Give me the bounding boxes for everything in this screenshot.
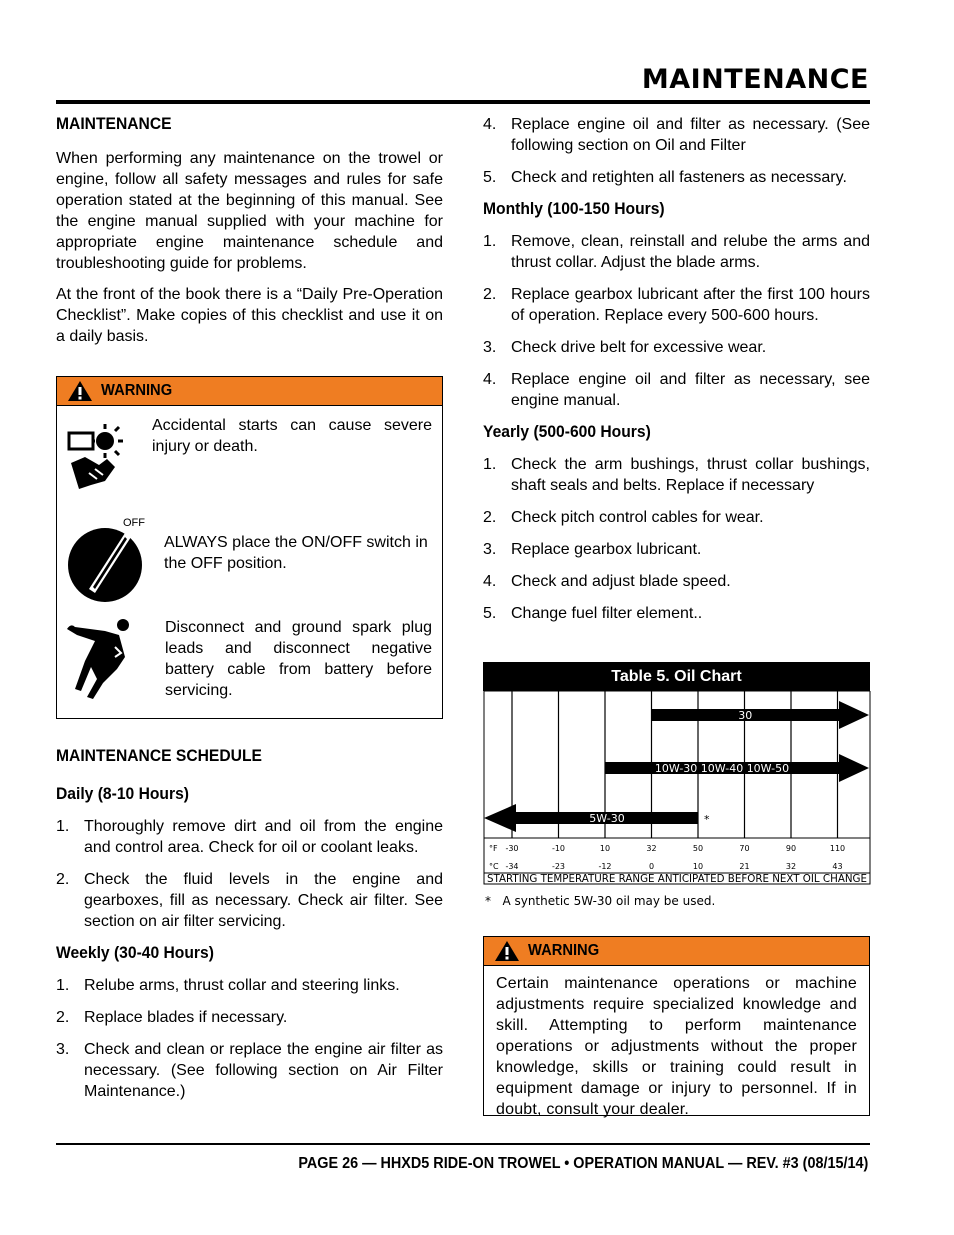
- warning-header: [57, 377, 442, 406]
- tick-label-f: 32: [646, 844, 657, 853]
- warning-label: WARNING: [528, 942, 600, 959]
- list-item: [56, 869, 443, 932]
- daily-heading: Daily (8-10 Hours): [56, 784, 189, 803]
- list-item-text: Check drive belt for excessive wear.: [511, 339, 767, 356]
- list-item-number: 2.: [483, 286, 497, 303]
- tick-label-c: 10: [692, 862, 704, 871]
- list-item: [483, 571, 870, 592]
- monthly-heading: Monthly (100-150 Hours): [483, 199, 665, 218]
- warning-header-2: [484, 937, 869, 966]
- right-column: [483, 114, 870, 635]
- oil-chart-footnote: * A synthetic 5W-30 oil may be used.: [485, 894, 716, 908]
- off-label: OFF: [123, 517, 145, 529]
- section-heading: MAINTENANCE: [56, 114, 172, 133]
- list-item-number: 2.: [483, 509, 497, 526]
- list-item: [483, 603, 870, 624]
- tick-label-c: 21: [739, 862, 750, 871]
- checklist-paragraph: At the front of the book there is a “Daily Pre-Operation Checklist”. Make copies of this checklist and use it on a daily basis.: [56, 286, 443, 345]
- oil-chart: [483, 691, 871, 887]
- warning-triangle-icon: [67, 380, 93, 402]
- tick-label-f: 10: [599, 844, 611, 853]
- list-item: [483, 454, 870, 496]
- x-axis-caption: STARTING TEMPERATURE RANGE ANTICIPATED BEFORE NEXT OIL CHANGE: [487, 873, 867, 885]
- list-item-text: Change fuel filter element..: [511, 605, 703, 622]
- tick-label-f: -10: [551, 844, 566, 853]
- list-item: [483, 231, 870, 273]
- tick-label-c: -34: [505, 862, 519, 871]
- tick-label-f: 50: [692, 844, 704, 853]
- list-item-text: Replace gearbox lubricant after the first 100 hours of operation. Replace every 500-600 hours.: [511, 286, 870, 324]
- list-item-number: 3.: [483, 339, 497, 356]
- tick-label-c: 0: [648, 862, 655, 871]
- page-title: MAINTENANCE: [641, 64, 869, 95]
- list-item-number: 4.: [483, 116, 497, 133]
- list-item-text: Relube arms, thrust collar and steering links.: [84, 977, 400, 994]
- oil-grade-label: 5W-30: [589, 812, 625, 825]
- list-item: [56, 975, 443, 996]
- list-item: [483, 507, 870, 528]
- tick-label-c: 32: [785, 862, 797, 871]
- list-item-text: Check and clean or replace the engine air filter as necessary. (See following section on Air Filter Maintenance.): [84, 1041, 443, 1100]
- list-item-number: 5.: [483, 169, 497, 186]
- oil-chart-title: Table 5. Oil Chart: [483, 662, 870, 691]
- oil-range-arrow: [652, 701, 870, 729]
- tick-label-c: -12: [598, 862, 612, 871]
- weekly-list-continued: [483, 114, 870, 188]
- left-column: [56, 114, 443, 357]
- footer-rule: [56, 1143, 870, 1145]
- page-footer: PAGE 26 — HHXD5 RIDE-ON TROWEL • OPERATION MANUAL — REV. #3 (08/15/14): [298, 1155, 868, 1172]
- left-column-schedule: [56, 746, 443, 1113]
- list-item-number: 1.: [56, 977, 70, 994]
- list-item-text: Replace blades if necessary.: [84, 1009, 288, 1026]
- tick-label-c: 43: [832, 862, 843, 871]
- list-item: [483, 167, 870, 188]
- list-item-number: 4.: [483, 573, 497, 590]
- list-item-number: 2.: [56, 871, 70, 888]
- weekly-list: [56, 975, 443, 1102]
- list-item: [56, 1007, 443, 1028]
- list-item: [56, 1039, 443, 1102]
- tick-label-f: -30: [505, 844, 519, 853]
- warning-box-2: [483, 936, 870, 1116]
- warning-text-off-switch: ALWAYS place the ON/OFF switch in the OFF position.: [164, 534, 428, 572]
- list-item-number: 1.: [483, 233, 497, 250]
- daily-list: [56, 816, 443, 932]
- list-item: [483, 284, 870, 326]
- synthetic-asterisk: *: [704, 813, 710, 826]
- tick-label-f: 110: [829, 844, 846, 853]
- list-item-number: 5.: [483, 605, 497, 622]
- list-item-text: Check pitch control cables for wear.: [511, 509, 764, 526]
- warning-label: WARNING: [101, 382, 173, 399]
- monthly-list: [483, 231, 870, 411]
- oil-grade-label: 30: [738, 709, 753, 722]
- oil-grade-label: 10W-30 10W-40 10W-50: [654, 762, 790, 775]
- tick-label-c: -23: [551, 862, 566, 871]
- warning-text-specialized-knowledge: Certain maintenance operations or machine adjustments require specialized knowledge and skill. Attempting to perform maintenance operations or adjustments without the proper knowledge, skills or training could result in equipment damage or injury to personnel. If in doubt, consult your dealer.: [496, 975, 857, 1118]
- weekly-heading: Weekly (30-40 Hours): [56, 943, 214, 962]
- list-item-number: 4.: [483, 371, 497, 388]
- schedule-heading: MAINTENANCE SCHEDULE: [56, 746, 262, 765]
- list-item: [56, 816, 443, 858]
- warning-triangle-icon: [494, 940, 520, 962]
- celsius-label: °C: [489, 862, 499, 871]
- list-item-number: 1.: [483, 456, 497, 473]
- warning-box: [56, 376, 443, 719]
- list-item-number: 3.: [56, 1041, 70, 1058]
- tick-label-f: 90: [785, 844, 797, 853]
- accidental-start-icon: [65, 419, 145, 491]
- intro-paragraph: When performing any maintenance on the trowel or engine, follow all safety messages and rules for safe operation stated at the beginning of this manual. See the engine manual supplied with your machine for appropriate engine maintenance schedule and troubleshooting guide for problems.: [56, 150, 443, 272]
- list-item: [483, 539, 870, 560]
- yearly-list: [483, 454, 870, 624]
- list-item-number: 1.: [56, 818, 70, 835]
- list-item: [483, 114, 870, 156]
- list-item-text: Check the arm bushings, thrust collar bushings, shaft seals and belts. Replace if necessary: [511, 456, 870, 494]
- list-item-text: Check and retighten all fasteners as necessary.: [511, 169, 847, 186]
- electrical-shock-icon: [65, 617, 145, 703]
- fahrenheit-label: °F: [489, 844, 498, 853]
- list-item-text: Remove, clean, reinstall and relube the arms and thrust collar. Adjust the blade arms.: [511, 233, 870, 271]
- warning-text-accidental-start: Accidental starts can cause severe injury or death.: [152, 417, 432, 455]
- tick-label-f: 70: [739, 844, 750, 853]
- list-item: [483, 337, 870, 358]
- list-item-text: Replace engine oil and filter as necessary, see engine manual.: [511, 371, 870, 409]
- list-item-number: 3.: [483, 541, 497, 558]
- ignition-switch-off-icon: [67, 525, 147, 605]
- header-rule: [56, 100, 870, 104]
- list-item-text: Replace gearbox lubricant.: [511, 541, 702, 558]
- list-item-text: Check the fluid levels in the engine and gearboxes, fill as necessary. Check air filter. See section on air filter servicing.: [84, 871, 443, 930]
- list-item-text: Replace engine oil and filter as necessary. (See following section on Oil and Filter: [511, 116, 870, 154]
- list-item-text: Thoroughly remove dirt and oil from the engine and control area. Check for oil or coolant leaks.: [84, 818, 443, 856]
- yearly-heading: Yearly (500-600 Hours): [483, 422, 651, 441]
- list-item-text: Check and adjust blade speed.: [511, 573, 731, 590]
- list-item: [483, 369, 870, 411]
- warning-text-disconnect: Disconnect and ground spark plug leads and disconnect negative battery cable from battery before servicing.: [165, 619, 432, 699]
- list-item-number: 2.: [56, 1009, 70, 1026]
